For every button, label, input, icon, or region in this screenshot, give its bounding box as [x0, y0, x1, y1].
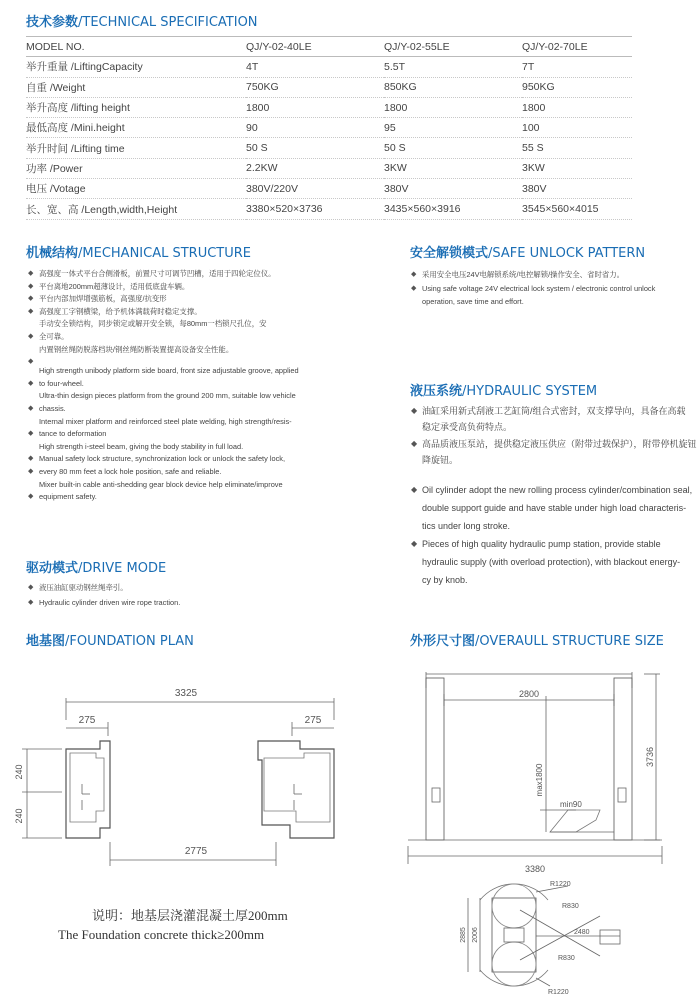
spec-cell: 1800: [246, 97, 384, 117]
list-item-text: equipment safety.: [39, 492, 97, 502]
dim-side-b: 2006: [472, 927, 479, 943]
list-item-text: 全可靠。: [39, 331, 69, 341]
list-item: [28, 441, 368, 454]
spec-cell: 4T: [246, 57, 384, 77]
list-item: [28, 318, 368, 331]
list-item-text: to four-wheel.: [39, 378, 84, 388]
list-item: [28, 281, 368, 294]
foundation-title-en: /FOUNDATION PLAN: [65, 634, 194, 649]
bullet-icon: ◆: [28, 493, 34, 501]
spec-cell: 50 S: [384, 138, 522, 158]
list-item: [28, 378, 368, 391]
spec-cell: 3KW: [522, 158, 632, 178]
list-item: [411, 517, 700, 535]
table-row: [26, 138, 632, 158]
bullet-icon: ◆: [411, 484, 418, 494]
spec-cell: 3380×520×3736: [246, 199, 384, 219]
bullet-icon: ◆: [411, 538, 418, 548]
foundation-heading: [26, 630, 194, 649]
spec-cell: 电压 /Votage: [26, 179, 246, 199]
list-item-text: High strength unibody platform side board, front size adjustable groove, applied: [39, 366, 299, 376]
spec-table: [26, 36, 632, 220]
mechanical-list: [28, 268, 368, 504]
list-item: [28, 356, 368, 365]
bullet-icon: ◆: [411, 438, 418, 448]
list-item-text: 液压油缸驱动钢丝绳牵引。: [39, 583, 128, 592]
table-row: [26, 158, 632, 178]
list-item: [28, 479, 368, 492]
overall-title-zh: 外形尺寸图: [410, 634, 476, 649]
spec-header-cell: QJ/Y-02-40LE: [246, 37, 384, 57]
spec-cell: 380V/220V: [246, 179, 384, 199]
mechanical-heading: [26, 242, 251, 261]
hydraulic-title-zh: 液压系统: [410, 384, 463, 399]
spec-cell: 2.2KW: [246, 158, 384, 178]
spec-cell: 100: [522, 118, 632, 138]
spec-header-cell: MODEL NO.: [26, 37, 246, 57]
list-item: [411, 469, 700, 481]
list-item-text: High strength i-steel beam, giving the body stability in full load.: [39, 441, 244, 451]
list-item-text: 高强度一体式平台合侧滑板，前置尺寸可调节凹槽，适用于四轮定位仪。: [39, 269, 276, 278]
list-item-text: 平台离地200mm超薄设计，适用低底盘车辆。: [39, 281, 190, 291]
list-item-text: 高品质液压泵站，提供稳定液压供应（附带过载保护），附带停机旋钮: [422, 438, 697, 449]
bullet-icon: ◆: [28, 307, 34, 315]
hydraulic-list: [411, 403, 700, 589]
spec-cell: 90: [246, 118, 384, 138]
table-row: [26, 179, 632, 199]
list-item: [411, 571, 700, 589]
list-item-text: cy by knob.: [422, 574, 468, 585]
dim-overall: 3325: [174, 688, 198, 699]
list-item: [28, 306, 368, 319]
overall-title-en: /OVERAULL STRUCTURE SIZE: [475, 634, 664, 649]
spec-cell: 7T: [522, 57, 632, 77]
list-item: [28, 491, 368, 504]
list-item: [28, 595, 368, 610]
spec-cell: 举升高度 /lifting height: [26, 97, 246, 117]
list-item-text: 内置钢丝绳防脱落档块/钢丝绳防断装置提高设备安全性能。: [39, 344, 234, 354]
foundation-drawing: [0, 670, 370, 880]
list-item-text: every 80 mm feet a lock hole position, safe and reliable.: [39, 466, 222, 476]
bullet-icon: ◆: [28, 599, 34, 606]
spec-cell: 1800: [384, 97, 522, 117]
list-item: [28, 416, 368, 429]
list-item: [411, 452, 700, 468]
dim-side-top: 240: [14, 764, 24, 780]
list-item: [411, 266, 700, 283]
spec-heading: [26, 11, 258, 30]
dim-span: 2480: [574, 929, 590, 936]
spec-cell: 50 S: [246, 138, 384, 158]
drive-heading: [26, 557, 166, 576]
bullet-icon: ◆: [28, 455, 34, 463]
spec-header-cell: QJ/Y-02-70LE: [522, 37, 632, 57]
bullet-icon: ◆: [411, 406, 418, 415]
unlock-title-en: /SAFE UNLOCK PATTERN: [488, 246, 646, 261]
unlock-list: [411, 266, 700, 308]
list-item-text: 油缸采用新式刮液工艺缸筒/组合式密封，双支撑导向，具备在高载: [422, 406, 686, 416]
list-item-text: 高强度工字钢横梁，给予机体满载荷时稳定支撑。: [39, 306, 202, 316]
spec-cell: 1800: [522, 97, 632, 117]
list-item-text: Pieces of high quality hydraulic pump station, provide stable: [422, 538, 661, 549]
bullet-icon: ◆: [28, 270, 34, 277]
foundation-note-en: The Foundation concrete thick≥200mm: [58, 927, 265, 942]
table-row: [26, 199, 632, 219]
dim-right-pad: 275: [304, 715, 322, 726]
list-item: [28, 453, 368, 466]
list-item: [411, 419, 700, 435]
dim-r-bot: R1220: [548, 989, 569, 996]
table-row: [26, 77, 632, 97]
dim-r830-bot: R830: [558, 955, 575, 962]
spec-cell: 3435×560×3916: [384, 199, 522, 219]
list-item: [28, 293, 368, 306]
dim-r830-top: R830: [562, 903, 579, 910]
drive-title-en: /DRIVE MODE: [78, 561, 167, 576]
spec-header-cell: QJ/Y-02-55LE: [384, 37, 522, 57]
dim-r-top: R1220: [550, 881, 571, 888]
spec-cell: 850KG: [384, 77, 522, 97]
spec-cell: 举升时间 /Lifting time: [26, 138, 246, 158]
dim-inner: 2775: [184, 846, 208, 857]
unlock-title-zh: 安全解锁模式: [410, 246, 489, 261]
drive-list: [28, 580, 368, 610]
dim-left-pad: 275: [78, 715, 96, 726]
list-item: [28, 365, 368, 378]
dim-height-total: 3736: [645, 746, 655, 768]
bullet-icon: ◆: [28, 332, 34, 340]
list-item: [411, 403, 700, 419]
list-item-text: operation, save time and effort.: [422, 296, 524, 306]
bullet-icon: ◆: [28, 404, 34, 412]
bullet-icon: ◆: [28, 295, 34, 303]
list-item-text: Mixer built-in cable anti-shedding gear block device help eliminate/improve: [39, 479, 283, 489]
list-item-text: 稳定承受高负荷特点。: [422, 422, 513, 433]
spec-cell: 750KG: [246, 77, 384, 97]
spec-cell: 380V: [522, 179, 632, 199]
list-item-text: tics under long stroke.: [422, 520, 511, 531]
dim-min-height: min90: [560, 800, 582, 809]
list-item-text: hydraulic supply (with overload protection), with blackout energy-: [422, 556, 681, 567]
spec-cell: 功率 /Power: [26, 158, 246, 178]
table-row: [26, 97, 632, 117]
list-item-text: Oil cylinder adopt the new rolling process cylinder/combination seal,: [422, 484, 693, 495]
spec-cell: 举升重量 /LiftingCapacity: [26, 57, 246, 77]
bullet-icon: ◆: [28, 467, 34, 475]
spec-header-row: [26, 37, 632, 57]
spec-cell: 最低高度 /Mini.height: [26, 118, 246, 138]
hydraulic-title-en: /HYDRAULIC SYSTEM: [462, 384, 598, 399]
spec-title-zh: 技术参数: [26, 15, 79, 30]
bullet-icon: ◆: [411, 285, 417, 292]
spec-cell: 380V: [384, 179, 522, 199]
list-item: [28, 403, 368, 416]
spec-cell: 950KG: [522, 77, 632, 97]
bullet-icon: ◆: [28, 282, 34, 290]
list-item-text: tance to deformation: [39, 429, 107, 439]
list-item: [28, 331, 368, 344]
overall-heading: [410, 630, 664, 649]
list-item-text: Ultra-thin design pieces platform from the ground 200 mm, suitable low vehicle: [39, 391, 296, 401]
drive-title-zh: 驱动模式: [26, 561, 79, 576]
spec-cell: 自重 /Weight: [26, 77, 246, 97]
list-item-text: double support guide and have stable under high load characteris-: [422, 502, 687, 513]
list-item: [28, 344, 368, 357]
bullet-icon: ◆: [28, 379, 34, 387]
list-item-text: Using safe voltage 24V electrical lock system / electronic control unlock: [422, 284, 656, 293]
list-item: [411, 283, 700, 296]
list-item: [411, 553, 700, 571]
list-item-text: Internal mixer platform and reinforced steel plate welding, high strength/resis-: [39, 416, 292, 426]
table-row: [26, 57, 632, 77]
foundation-title-zh: 地基图: [26, 634, 66, 649]
dim-side-a: 2885: [460, 927, 467, 943]
list-item: [28, 390, 368, 403]
spec-cell: 55 S: [522, 138, 632, 158]
bullet-icon: ◆: [411, 271, 417, 278]
list-item: [411, 296, 700, 309]
list-item: [28, 580, 368, 595]
bullet-icon: ◆: [28, 430, 34, 438]
spec-cell: 3545×560×4015: [522, 199, 632, 219]
spec-cell: 95: [384, 118, 522, 138]
list-item: [411, 481, 700, 499]
list-item-text: chassis.: [39, 403, 66, 413]
list-item-text: 降旋钮。: [422, 455, 459, 466]
unlock-heading: [410, 242, 645, 261]
dim-max-lift: max1800: [535, 763, 544, 797]
list-item: [28, 428, 368, 441]
list-item: [28, 268, 368, 281]
table-row: [26, 118, 632, 138]
bullet-icon: ◆: [28, 358, 34, 366]
spec-title-en: /TECHNICAL SPECIFICATION: [78, 15, 258, 30]
overall-drawing: [400, 660, 700, 1001]
list-item-text: 平台内部加焊增强筋板，高强度/抗变形: [39, 294, 167, 304]
hydraulic-heading: [410, 380, 597, 399]
list-item: [411, 436, 700, 452]
spec-cell: 3KW: [384, 158, 522, 178]
spec-cell: 长、宽、高 /Length,width,Height: [26, 199, 246, 219]
spec-cell: 5.5T: [384, 57, 522, 77]
foundation-note-zh: 说明：地基层浇灌混凝土厚200mm: [92, 908, 288, 923]
list-item-text: 采用安全电压24V电解锁系统/电控解锁/操作安全、省时省力。: [422, 270, 625, 279]
mechanical-title-en: /MECHANICAL STRUCTURE: [78, 246, 251, 261]
mechanical-title-zh: 机械结构: [26, 246, 79, 261]
list-item: [411, 535, 700, 553]
list-item: [411, 499, 700, 517]
list-item-text: Manual safety lock structure, synchronization lock or unlock the safety lock,: [39, 454, 286, 464]
dim-width-inner: 2800: [518, 689, 540, 699]
dim-width-total: 3380: [524, 864, 546, 874]
list-item-text: Hydraulic cylinder driven wire rope traction.: [39, 598, 181, 607]
bullet-icon: ◆: [28, 584, 34, 591]
list-item: [28, 466, 368, 479]
dim-side-bottom: 240: [14, 808, 24, 824]
list-item-text: 手动安全锁结构，同步锁定或解开安全锁，每80mm一档锁尺孔位，安: [39, 319, 267, 329]
